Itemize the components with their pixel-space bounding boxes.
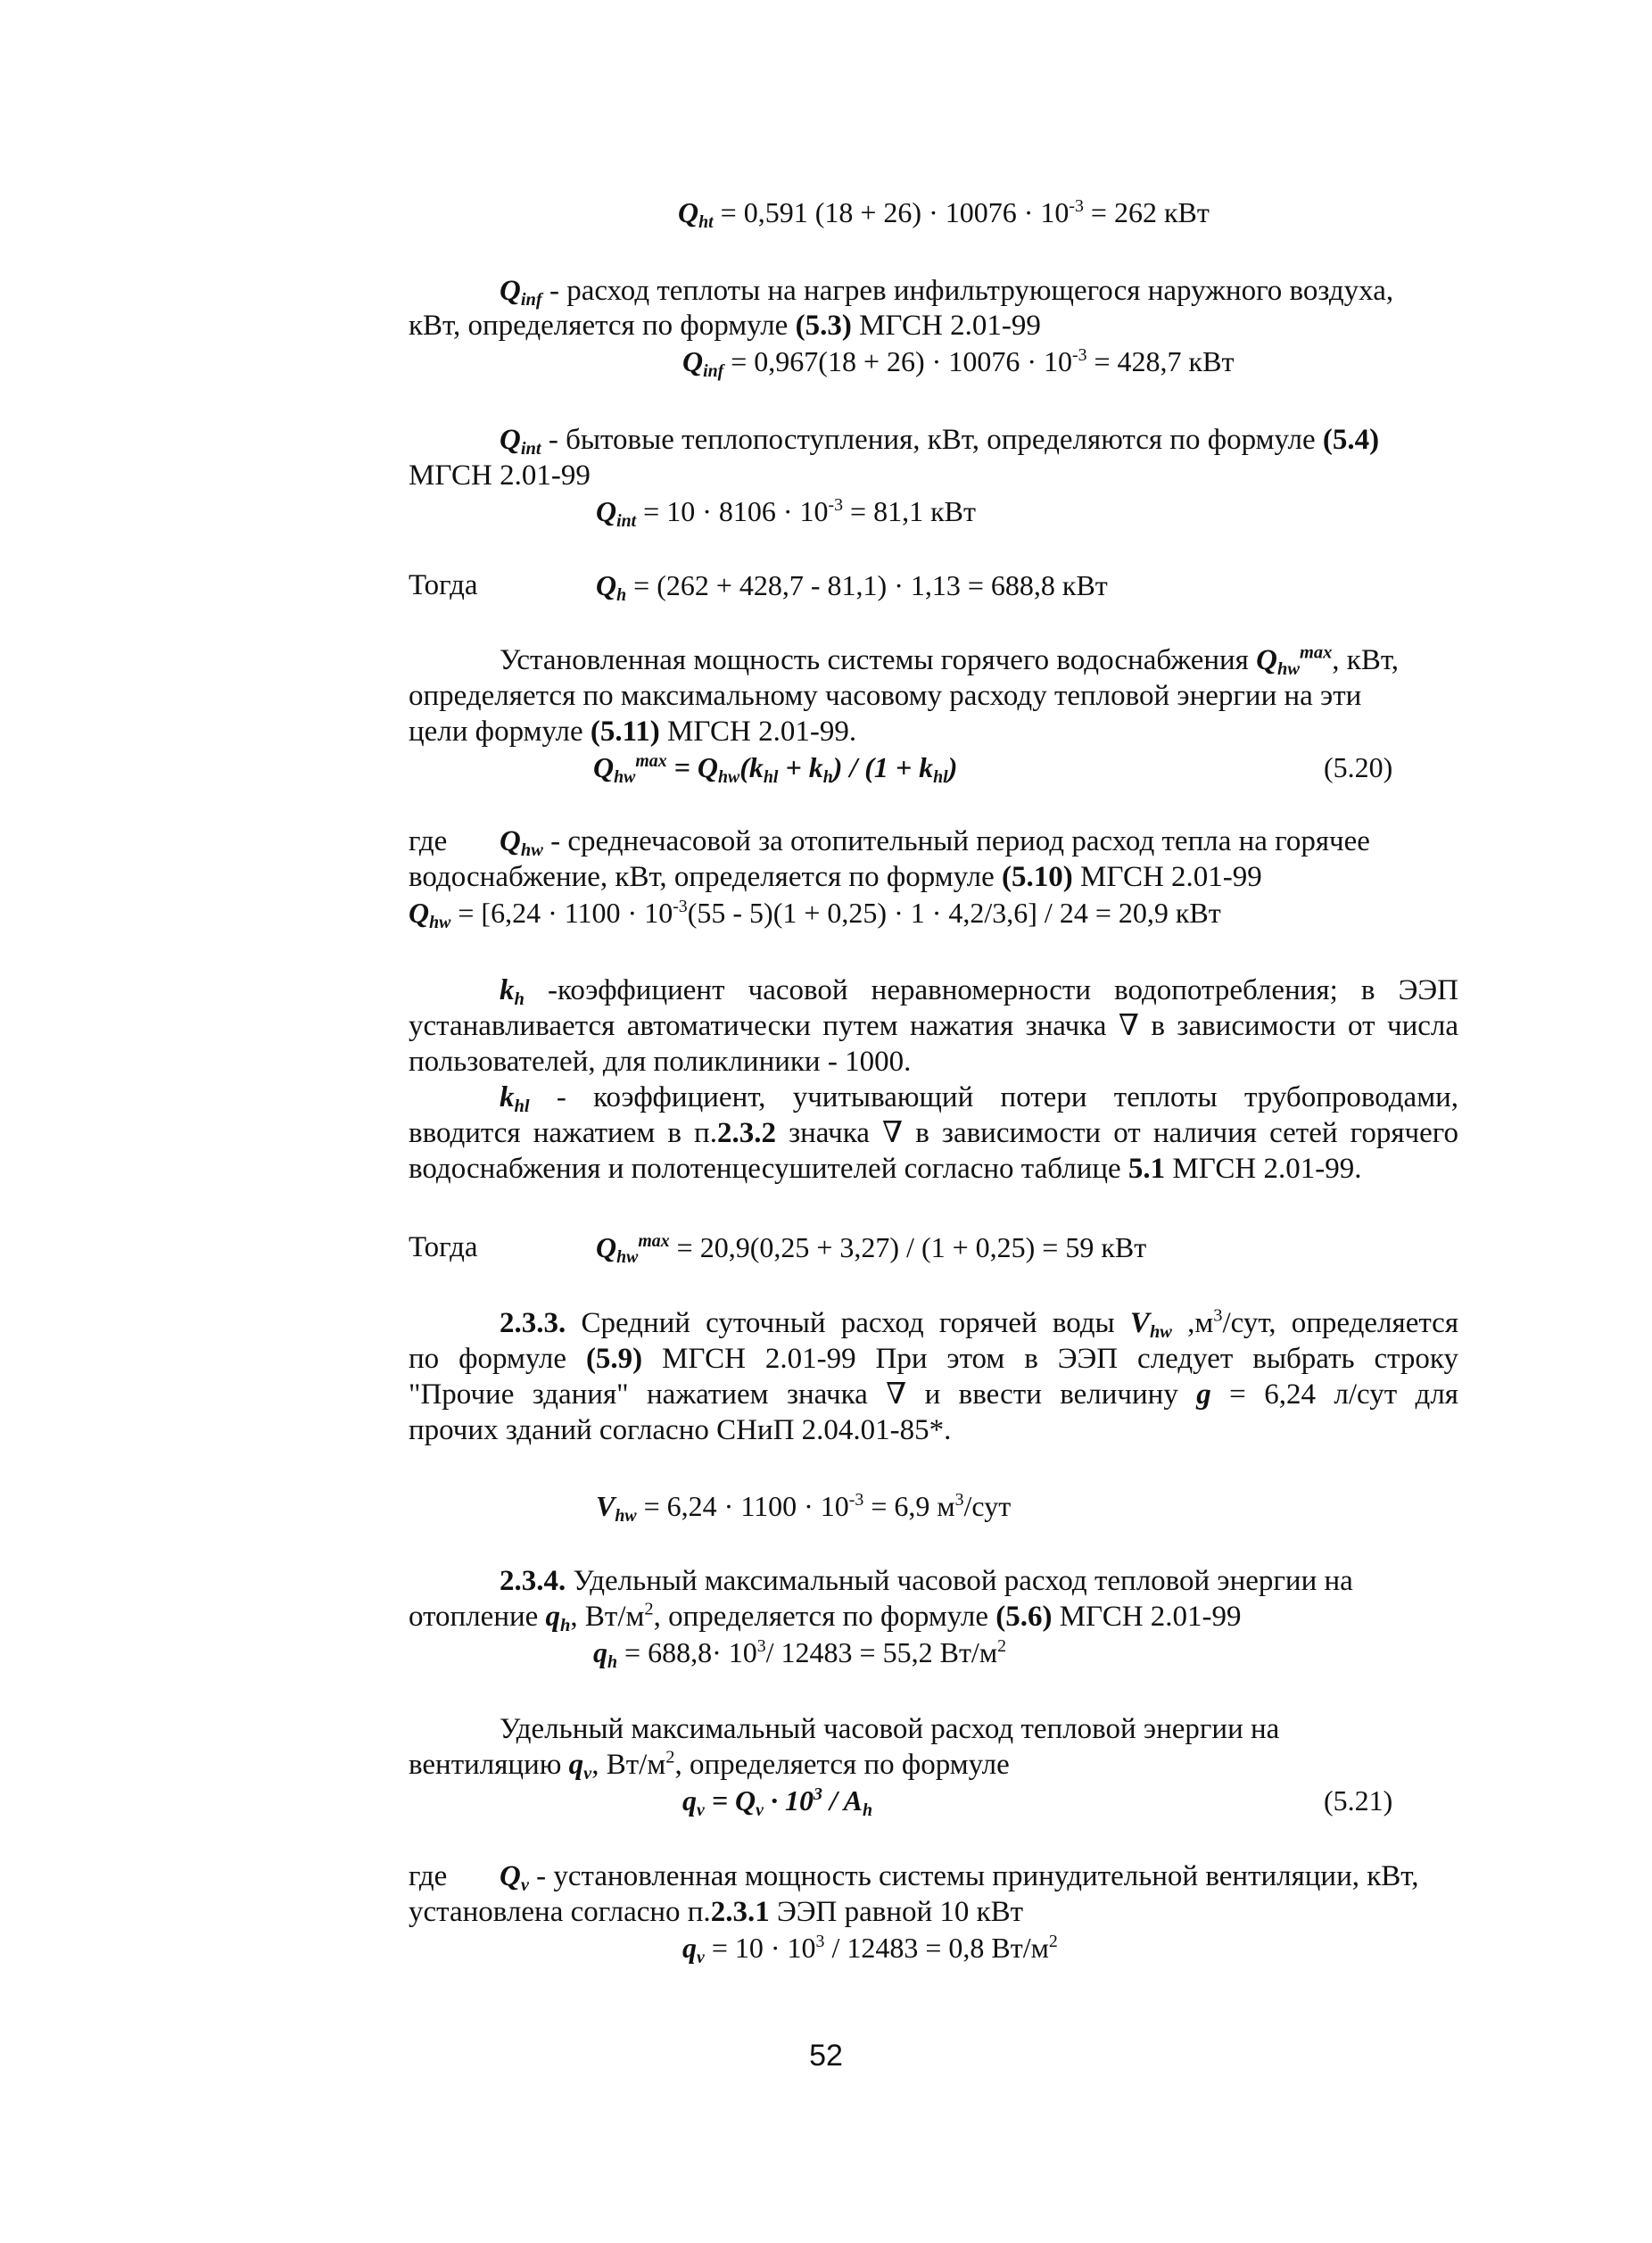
formula-qht: $Q_{ht} = 0,591$ $(18 + 26) \cdot 10076 \cdot 10^{-3} = 262$ кВт <box>678 196 1210 232</box>
section-2-3-4-line2: отопление $q_h$, $Вт/м^2$, определяется по формуле (5.6) МГСН 2.01-99 <box>409 1599 1242 1636</box>
section-2-3-3: 2.3.3. Средний суточный расход горячей воды $V_{hw}$ $,м^3$/сут, определяется <box>500 1305 1458 1343</box>
section-2-3-4: 2.3.4. Удельный максимальный часовой расход тепловой энергии на <box>500 1565 1353 1597</box>
text-khl-line2: вводится нажатием в п.2.3.2 значка ∇ в зависимости от наличия сетей горячего <box>409 1117 1459 1149</box>
formula-qh: $Q_h = (262 + 428,7 - 81,1) \cdot 1,13 = 688,8$ кВт <box>596 569 1108 605</box>
text-qhw-max-line2: определяется по максимальному часовому расходу тепловой энергии на эти <box>409 680 1362 712</box>
text-qinf-definition: $Q_{inf}$ - расход теплоты на нагрев инфильтрующегося наружного воздуха, <box>500 275 1394 310</box>
formula-5-21: $q_v = Q_v \cdot 10^3 / A_h$ <box>682 1784 872 1820</box>
text-gde-1: где <box>409 825 448 857</box>
text-qhw-max-intro: Установленная мощность системы горячего водоснабжения $Q_{hw}^{max}$, кВт, <box>500 642 1400 680</box>
formula-5-20: $Q_{hw}^{max} = Q_{hw}(k_{hl} + k_h) / (1 + k_{hl})$ <box>593 751 958 787</box>
text-ventilation-line2: вентиляцию $q_v$, $Вт/м^2$, определяется по формуле <box>409 1747 1010 1784</box>
text-qv-line2: установлена согласно п.2.3.1 ЭЭП равной 10 кВт <box>409 1896 1024 1928</box>
equation-number-5-21: (5.21) <box>1324 1784 1393 1817</box>
text-qhw-formula-ref: водоснабжение, кВт, определяется по формуле (5.10) МГСН 2.01-99 <box>409 861 1262 893</box>
formula-qhw: $Q_{hw} = [6,24 \cdot 1100 \cdot 10^{-3}(55 - 5)(1 + 0,25) \cdot 1 \cdot 4,2/3,6] / 24 = 20,9$ кВт <box>409 897 1221 932</box>
text-togda-2: Тогда <box>409 1231 478 1263</box>
text-kh-definition: $k_h$ -коэффициент часовой неравномерности водопотребления; в ЭЭП <box>500 974 1458 1010</box>
section-2-3-3-line4: прочих зданий согласно СНиП 2.04.01-85*. <box>409 1414 952 1446</box>
formula-vhw: $V_{hw} = 6,24 \cdot 1100 \cdot 10^{-3} = 6,9$ $м^3$/сут <box>596 1490 1012 1526</box>
formula-qv-specific: $q_v = 10 \cdot 10^3 / 12483 = 0,8$ $Вт/м^2$ <box>682 1932 1058 1967</box>
text-kh-line2: устанавливается автоматически путем нажатия значка ∇ в зависимости от числа <box>409 1010 1458 1042</box>
formula-qh-specific: $q_h = 688,8\cdot 10^3/$ 12483 = 55,2 $Вт/м^2$ <box>593 1636 1006 1672</box>
text-qv-definition: $Q_v$ - установленная мощность системы принудительной вентиляции, кВт, <box>500 1860 1419 1896</box>
text-togda: Тогда <box>409 569 478 601</box>
formula-qinf: $Q_{inf} = 0,967(18 + 26) \cdot 10076 \cdot 10^{-3} = 428,7$ кВт <box>682 345 1235 381</box>
text-mgsn: МГСН 2.01-99 <box>409 459 591 492</box>
section-2-3-3-line2: по формуле (5.9) МГСН 2.01-99 При этом в ЭЭП следует выбрать строку <box>409 1343 1458 1375</box>
text-qint-definition: $Q_{int}$ - бытовые теплопоступления, кВт, определяются по формуле (5.4) <box>500 424 1380 459</box>
formula-qhw-max-result: $Q_{hw}^{max} = 20,9(0,25 + 3,27) / (1 + 0,25) = 59$ кВт <box>596 1231 1147 1267</box>
formula-qint: $Q_{int} = 10 \cdot 8106 \cdot 10^{-3} = 81,1$ кВт <box>596 495 976 531</box>
text-qhw-max-line3: цели формуле (5.11) МГСН 2.01-99. <box>409 716 857 748</box>
text-qinf-formula-ref: кВт, определяется по формуле (5.3) МГСН 2.01-99 <box>409 310 1041 342</box>
equation-number-5-20: (5.20) <box>1324 751 1393 783</box>
text-khl-definition: $k_{hl}$ - коэффициент, учитывающий потери теплоты трубопроводами, <box>500 1081 1458 1117</box>
text-qhw-definition: $Q_{hw}$ - среднечасовой за отопительный период расход тепла на горячее <box>500 825 1370 861</box>
text-kh-line3: пользователей, для поликлиники - 1000. <box>409 1046 912 1078</box>
section-2-3-3-line3: "Прочие здания" нажатием значка ∇ и ввести величину g = 6,24 л/сут для <box>409 1378 1458 1411</box>
text-gde-2: где <box>409 1860 448 1892</box>
page-number: 52 <box>809 2039 843 2073</box>
text-ventilation-intro: Удельный максимальный часовой расход тепловой энергии на <box>500 1713 1280 1745</box>
text-khl-line3: водоснабжения и полотенцесушителей согласно таблице 5.1 МГСН 2.01-99. <box>409 1153 1362 1185</box>
